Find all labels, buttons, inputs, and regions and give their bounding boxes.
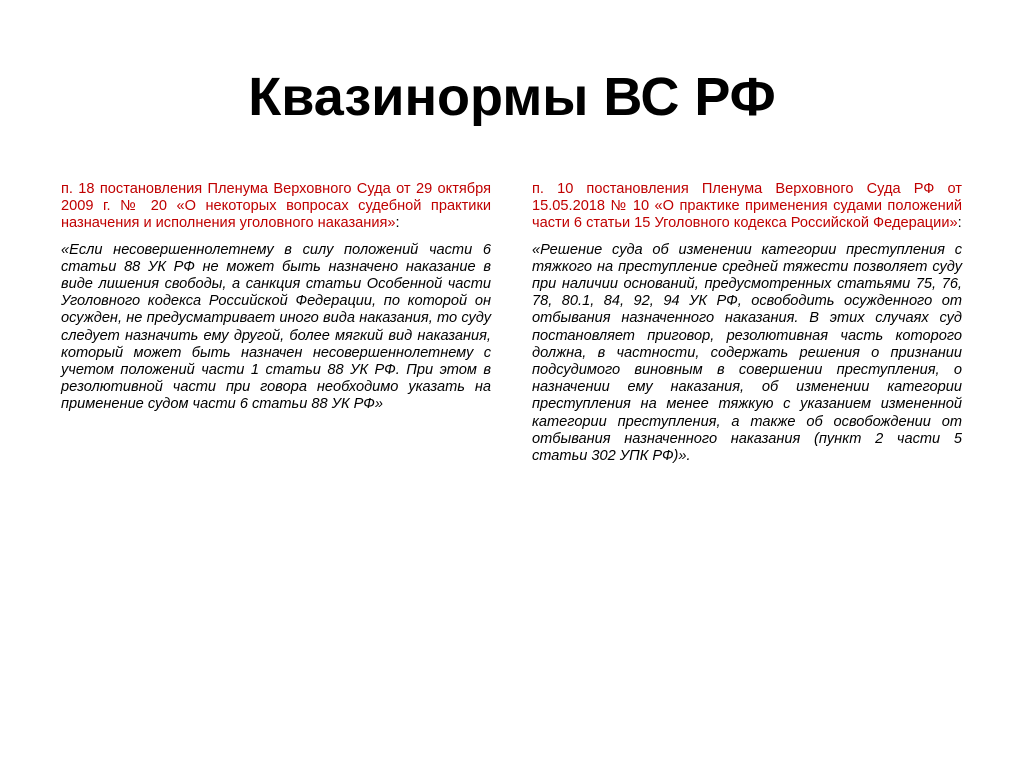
left-source-citation xyxy=(61,181,491,233)
right-source-citation xyxy=(532,181,962,233)
slide-title: Квазинормы ВС РФ xyxy=(248,67,776,127)
right-quote: «Решение суда об изменении категории преступления с тяжкого на преступление средней тяжести позволяет суду при наличии оснований, предусмотренных статьями 75, 76, 78, 80.1, 84, 92, 94 УК РФ, освободить осужденного от отбывания назначенного наказания. В этих случаях суд постановляет приговор, резолютивная часть которого должна, в частности, содержать решения о признании подсудимого виновным в совершении преступления, о назначении ему наказания, об изменении категории преступления на менее тяжкую с указанием измененной категории преступления, а также об освобождении от отбывания назначенного наказания (пункт 2 части 5 статьи 302 УПК РФ)». xyxy=(532,241,962,465)
right-source-colon: : xyxy=(957,215,962,232)
left-source-colon: : xyxy=(395,215,400,232)
left-column xyxy=(61,181,491,414)
left-quote: «Если несовершеннолетнему в силу положений части 6 статьи 88 УК РФ не может быть назначено наказание в виде лишения свободы, а санкция статьи Особенной части Уголовного кодекса Российской Федерации, по которой он осужден, не предусматривает иного вида наказания, то суду следует назначить ему другой, более мягкий вид наказания, который может быть назначен несовершеннолетнему с учетом положений части 1 статьи 88 УК РФ. При этом в резолютивной части при говора необходимо указать на применение судом части 6 статьи 88 УК РФ» xyxy=(61,241,491,413)
right-column xyxy=(532,181,962,465)
left-source-text: п. 18 постановления Пленума Верховного Суда от 29 октября 2009 г. № 20 «О некоторых вопросах судебной практики назначения и исполнения уголовного наказания» xyxy=(61,181,491,232)
right-source-text: п. 10 постановления Пленума Верховного Суда РФ от 15.05.2018 № 10 «О практике применения судами положений части 6 статьи 15 Уголовного кодекса Российской Федерации» xyxy=(532,181,962,232)
